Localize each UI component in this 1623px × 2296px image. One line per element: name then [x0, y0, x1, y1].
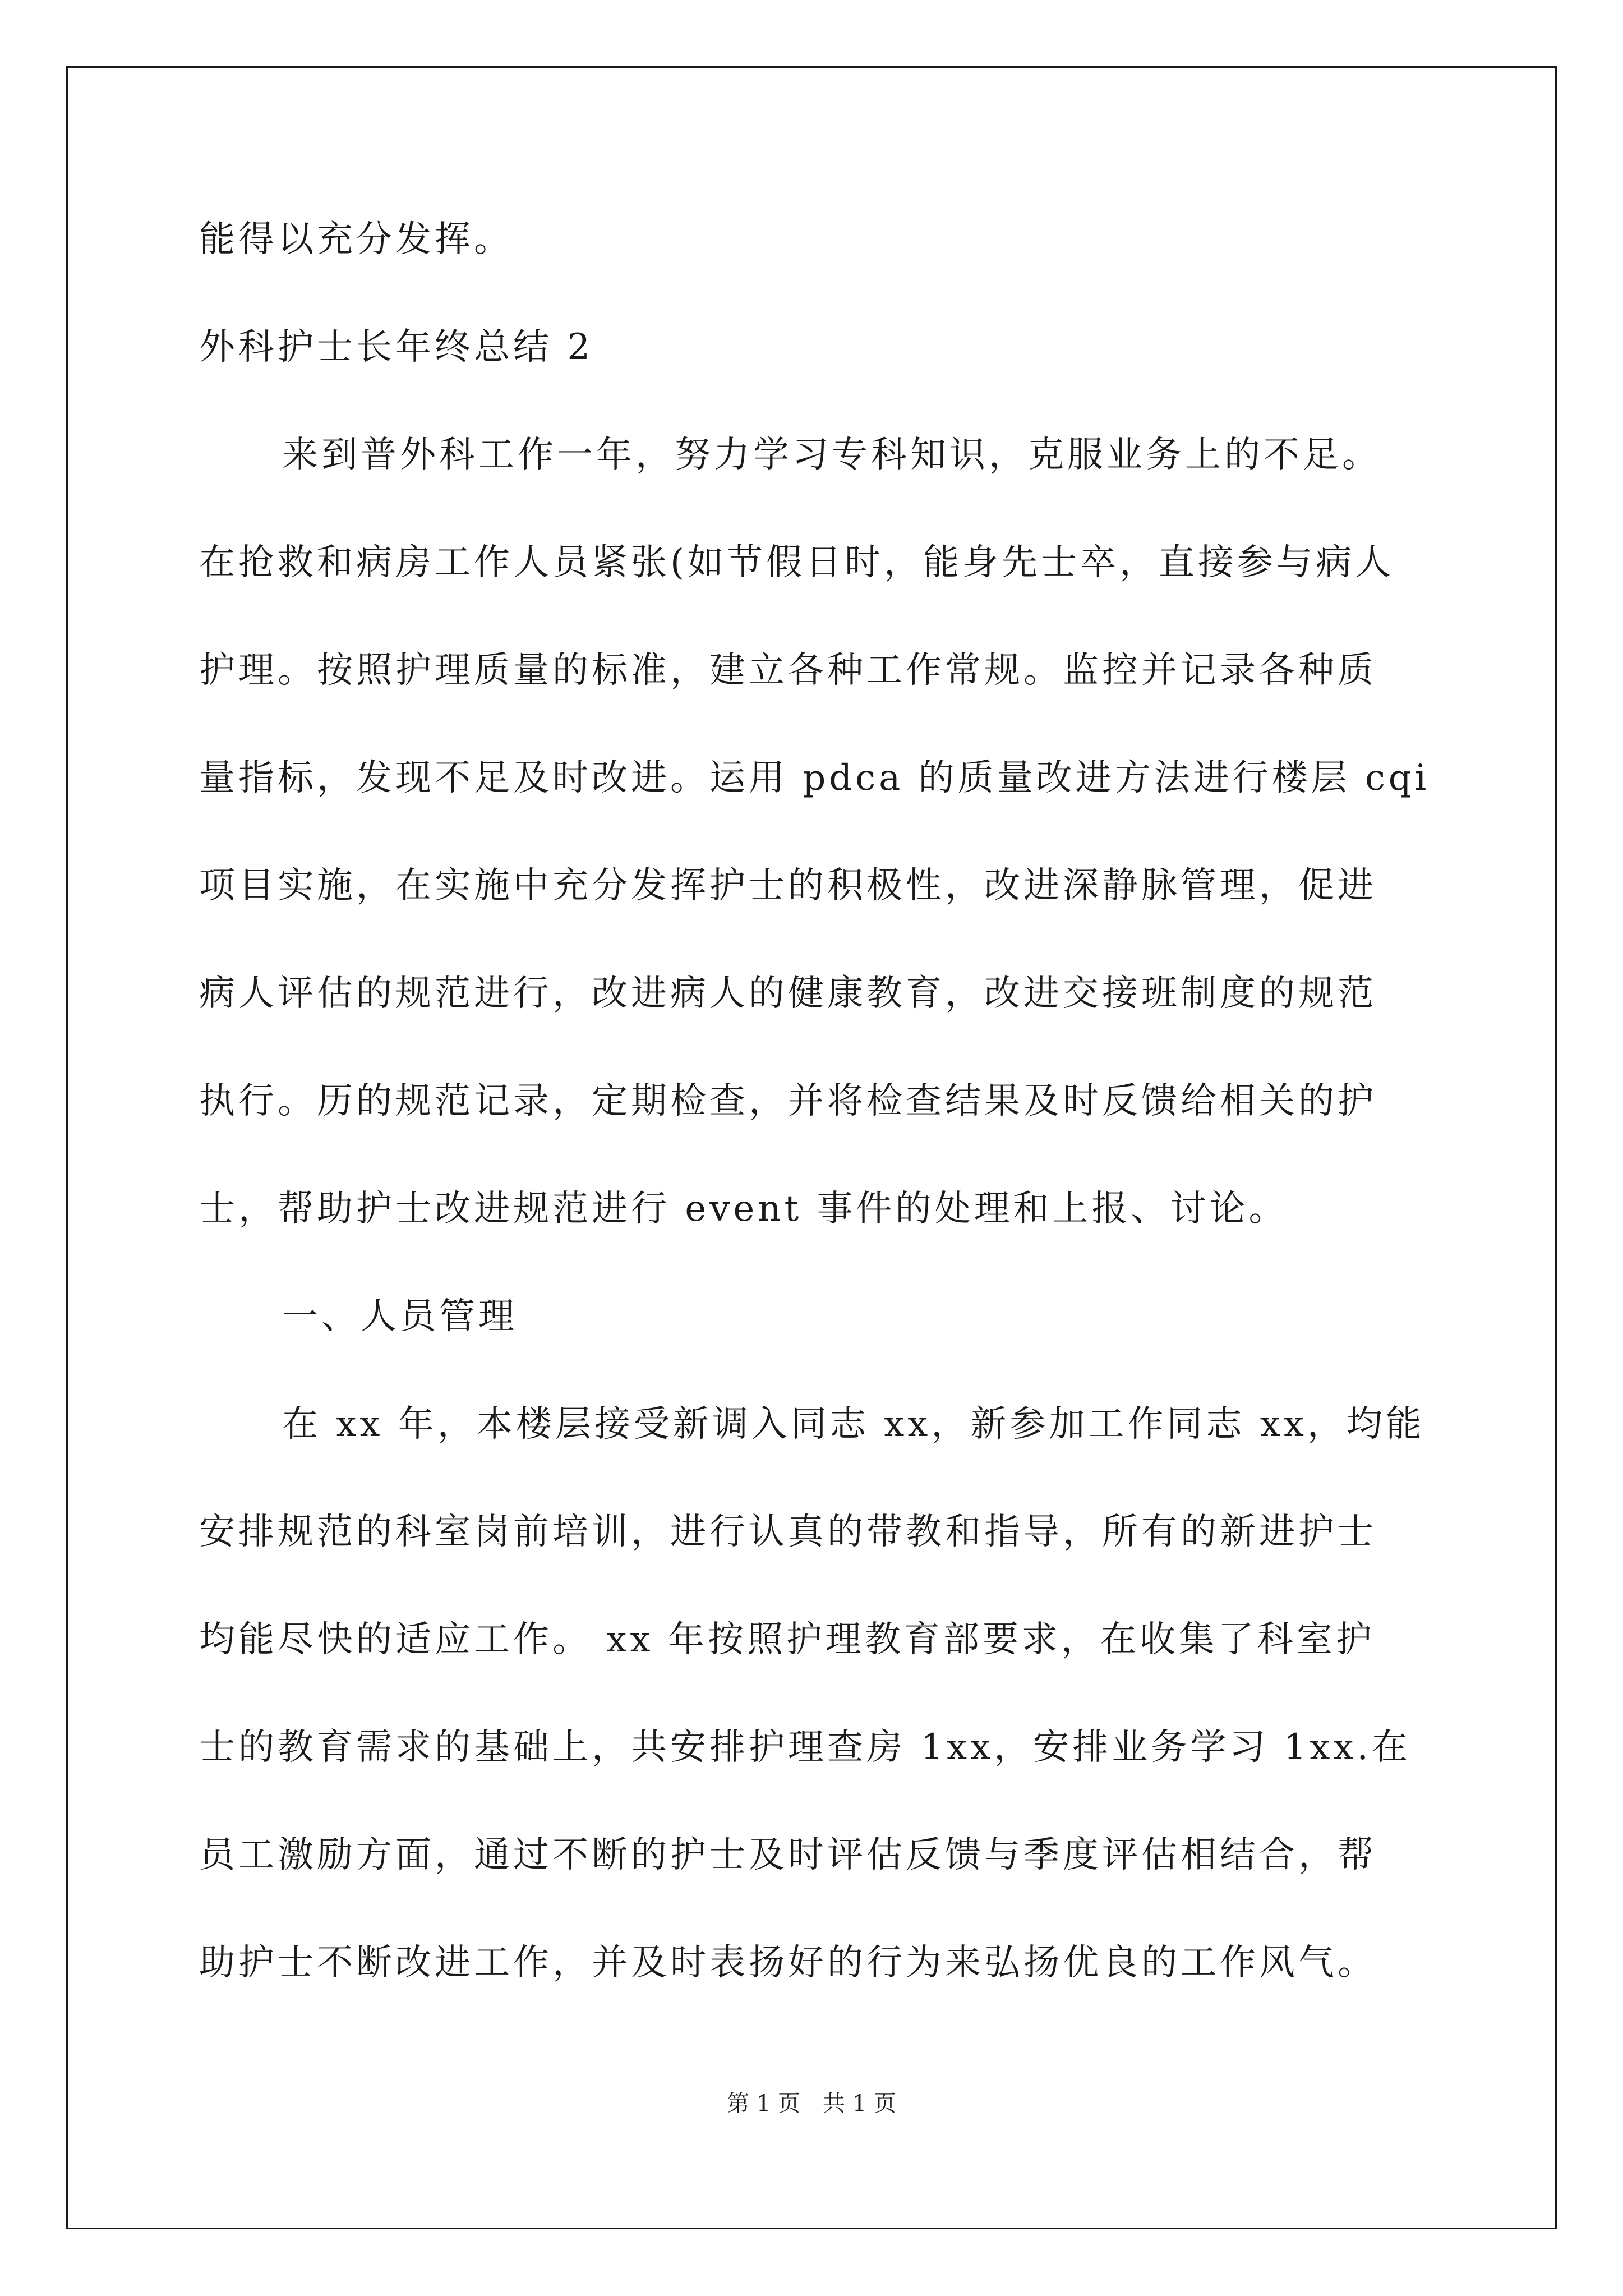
document-body	[199, 213, 1430, 2044]
section-heading: 外科护士长年终总结 2	[199, 326, 594, 368]
subsection-heading: 一、人员管理	[282, 1296, 518, 1337]
text-line: 执行。历的规范记录，定期检查，并将检查结果及时反馈给相关的护	[199, 1080, 1377, 1122]
text-line: 均能尽快的适应工作。 xx 年按照护理教育部要求，在收集了科室护	[199, 1619, 1375, 1660]
text-line: 能得以充分发挥。	[199, 219, 513, 260]
paragraph-start: 来到普外科工作一年，努力学习专科知识，克服业务上的不足。	[282, 434, 1381, 476]
text-line: 护理。按照护理质量的标准，建立各种工作常规。监控并记录各种质	[199, 650, 1377, 691]
page-number-footer: 第 1 页 共 1 页	[727, 2091, 896, 2116]
text-line: 项目实施，在实施中充分发挥护士的积极性，改进深静脉管理，促进	[199, 865, 1377, 907]
paragraph-start: 在 xx 年，本楼层接受新调入同志 xx，新参加工作同志 xx，均能	[282, 1404, 1425, 1445]
text-line: 士，帮助护士改进规范进行 event 事件的处理和上报、讨论。	[199, 1188, 1288, 1230]
text-line: 病人评估的规范进行，改进病人的健康教育，改进交接班制度的规范	[199, 973, 1377, 1014]
text-line: 在抢救和病房工作人员紧张(如节假日时，能身先士卒，直接参与病人	[199, 542, 1394, 583]
text-line: 助护士不断改进工作，并及时表扬好的行为来弘扬优良的工作风气。	[199, 1942, 1377, 1984]
text-line: 安排规范的科室岗前培训，进行认真的带教和指导，所有的新进护士	[199, 1511, 1377, 1553]
text-line: 士的教育需求的基础上，共安排护理查房 1xx，安排业务学习 1xx.在	[199, 1727, 1411, 1768]
text-line: 量指标，发现不足及时改进。运用 pdca 的质量改进方法进行楼层 cqi	[199, 757, 1430, 799]
text-line: 员工激励方面，通过不断的护士及时评估反馈与季度评估相结合，帮	[199, 1834, 1377, 1876]
